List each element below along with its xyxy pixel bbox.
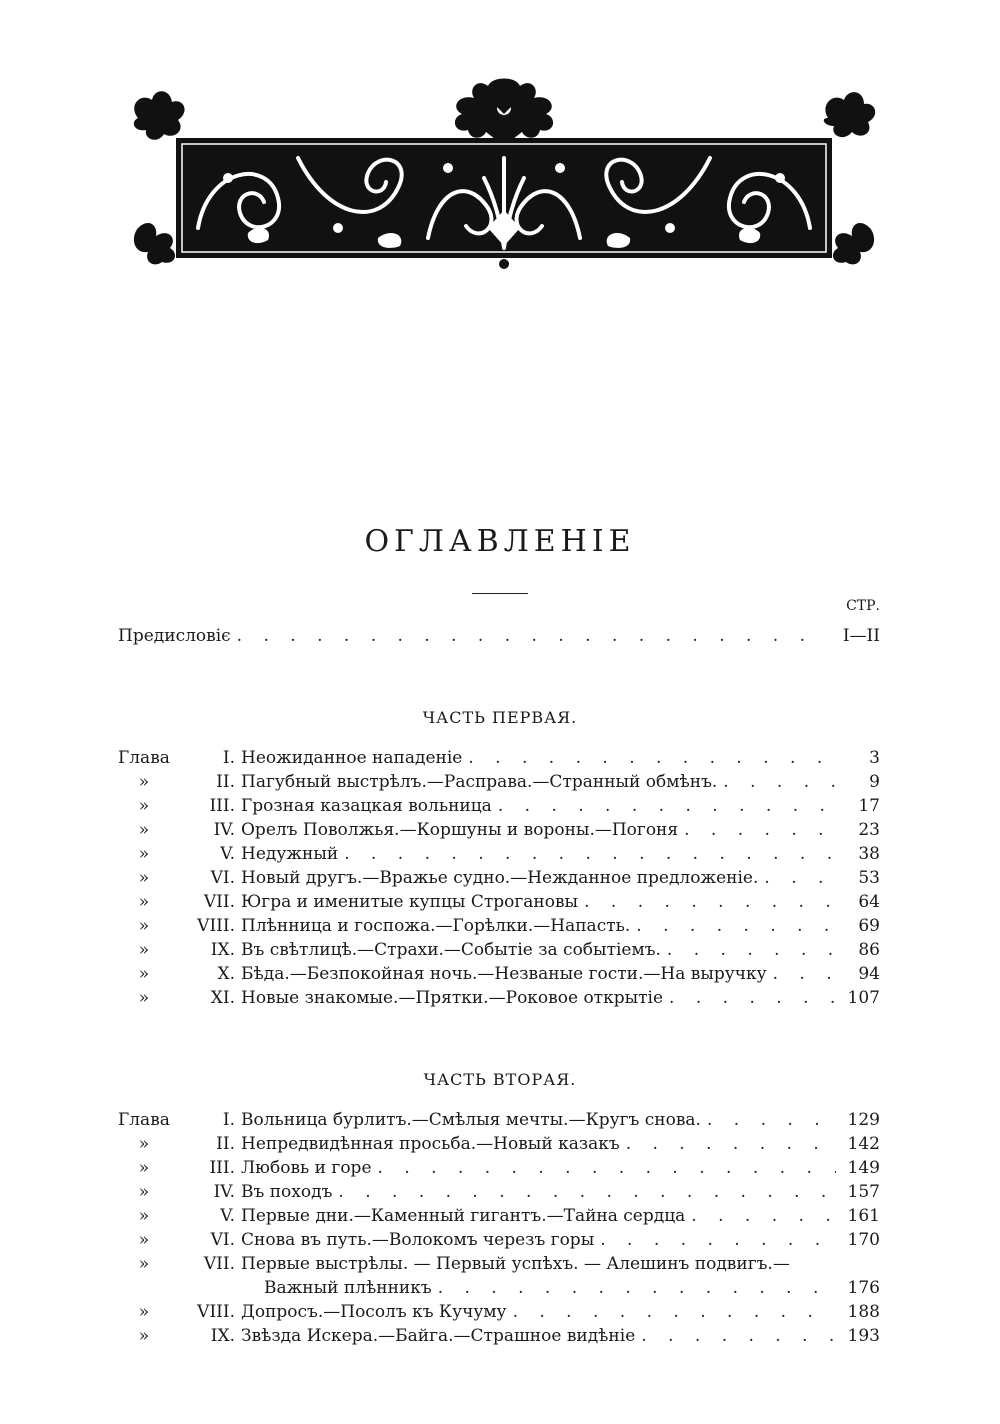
entry-title: Неожиданное нападеніе	[241, 748, 463, 768]
chapter-label: »	[138, 988, 150, 1008]
entry-page: 64	[858, 892, 880, 912]
chapter-number: XI.	[210, 988, 235, 1008]
entry-page: 149	[847, 1158, 880, 1178]
entry-title: Вольница бурлитъ.—Смѣлыя мечты.—Кругъ снова.	[241, 1110, 701, 1130]
chapter-label: »	[138, 1230, 150, 1250]
chapter-number: IX.	[210, 1326, 235, 1346]
entry-page: 107	[847, 988, 880, 1008]
chapter-number: X.	[217, 964, 235, 984]
entry-title: Бѣда.—Безпокойная ночь.—Незваные гости.—На выручку	[241, 964, 767, 984]
toc-entry-preface[interactable]	[118, 624, 880, 648]
title-divider	[472, 593, 528, 594]
entry-page: 193	[847, 1326, 880, 1346]
entry-title: Первые дни.—Каменный гигантъ.—Тайна сердца	[241, 1206, 686, 1226]
entry-page: 23	[858, 820, 880, 840]
entry-title: Орелъ Поволжья.—Коршуны и вороны.—Погоня	[241, 820, 679, 840]
chapter-label: Глава	[118, 1110, 170, 1130]
chapter-label: »	[138, 892, 150, 912]
chapter-number: III.	[209, 1158, 235, 1178]
part-title: ЧАСТЬ ВТОРАЯ.	[423, 1070, 577, 1089]
entry-page: 157	[847, 1182, 880, 1202]
chapter-label: »	[138, 916, 150, 936]
toc-entry[interactable]	[118, 914, 880, 938]
toc-entry[interactable]	[118, 1228, 880, 1252]
entry-page: 69	[858, 916, 880, 936]
dot-leader	[372, 1156, 836, 1180]
entry-page: 176	[847, 1278, 880, 1298]
entry-title: Непредвидѣнная просьба.—Новый казакъ	[241, 1134, 620, 1154]
dot-leader	[661, 938, 836, 962]
page-column-label: СТР.	[846, 598, 880, 614]
chapter-number: VI.	[210, 1230, 235, 1250]
entry-page: 3	[869, 748, 880, 768]
entry-title: Предисловіє	[118, 626, 231, 646]
chapter-label: »	[138, 1254, 150, 1274]
entry-page: 161	[847, 1206, 880, 1226]
chapter-label: Глава	[118, 748, 170, 768]
entry-title: Пагубный выстрѣлъ.—Расправа.—Странный обмѣнъ.	[241, 772, 718, 792]
toc-entry[interactable]	[118, 1300, 880, 1324]
toc-entry[interactable]	[118, 1252, 880, 1276]
chapter-number: IX.	[210, 940, 235, 960]
entry-title: Новые знакомые.—Прятки.—Роковое открытіе	[241, 988, 664, 1008]
chapter-number: IV.	[213, 1182, 235, 1202]
dot-leader	[594, 1228, 836, 1252]
chapter-number: V.	[220, 844, 235, 864]
entry-page: 53	[858, 868, 880, 888]
toc-entry[interactable]	[118, 1204, 880, 1228]
dot-leader	[578, 890, 836, 914]
chapter-label: »	[138, 1182, 150, 1202]
dot-leader	[717, 770, 836, 794]
chapter-number: III.	[209, 796, 235, 816]
toc-entry[interactable]	[118, 1132, 880, 1156]
dot-leader	[620, 1132, 836, 1156]
chapter-label: »	[138, 1134, 150, 1154]
entry-page: 38	[858, 844, 880, 864]
toc-entry[interactable]	[118, 770, 880, 794]
entry-title: Допросъ.—Посолъ къ Кучуму	[241, 1302, 507, 1322]
entry-title: Въ свѣтлицѣ.—Страхи.—Событіе за событіемъ.	[241, 940, 661, 960]
toc-entry[interactable]	[118, 890, 880, 914]
toc-entry[interactable]	[118, 842, 880, 866]
toc-entry[interactable]	[118, 1180, 880, 1204]
toc-entry[interactable]	[118, 746, 880, 770]
toc-entry-continuation[interactable]	[118, 1276, 880, 1300]
entry-title: Первые выстрѣлы. — Первый успѣхъ. — Алешинъ подвигъ.—	[241, 1254, 790, 1274]
toc-entry[interactable]	[118, 866, 880, 890]
dot-leader	[767, 962, 836, 986]
toc-entry[interactable]	[118, 986, 880, 1010]
dot-leader	[462, 746, 836, 770]
entry-title: Звѣзда Искера.—Байга.—Страшное видѣніе	[241, 1326, 636, 1346]
chapter-number: I.	[222, 1110, 235, 1130]
chapter-number: VII.	[203, 892, 235, 912]
floral-headpiece-ornament	[128, 78, 880, 270]
chapter-label: »	[138, 868, 150, 888]
chapter-number: VIII.	[197, 1302, 235, 1322]
entry-title: Плѣнница и госпожа.—Горѣлки.—Напасть.	[241, 916, 631, 936]
toc-entry[interactable]	[118, 962, 880, 986]
dot-leader	[432, 1276, 836, 1300]
chapter-label: »	[138, 1326, 150, 1346]
entry-title: Грозная казацкая вольница	[241, 796, 492, 816]
toc-entry[interactable]	[118, 1108, 880, 1132]
dot-leader	[338, 842, 836, 866]
entry-title: Любовь и горе	[241, 1158, 372, 1178]
chapter-label: »	[138, 844, 150, 864]
chapter-label: »	[138, 1302, 150, 1322]
entry-page: 94	[858, 964, 880, 984]
chapter-label: »	[138, 1206, 150, 1226]
entry-page: 86	[858, 940, 880, 960]
chapter-label: »	[138, 964, 150, 984]
toc-entry[interactable]	[118, 1324, 880, 1348]
dot-leader	[701, 1108, 836, 1132]
chapter-number: V.	[220, 1206, 235, 1226]
chapter-number: VIII.	[197, 916, 235, 936]
dot-leader	[492, 794, 836, 818]
chapter-label: »	[138, 796, 150, 816]
entry-page: 9	[869, 772, 880, 792]
chapter-number: VII.	[203, 1254, 235, 1274]
entry-page: I—II	[842, 626, 880, 646]
dot-leader	[685, 1204, 836, 1228]
chapter-number: IV.	[213, 820, 235, 840]
chapter-number: II.	[216, 772, 235, 792]
toc-entry[interactable]	[118, 1156, 880, 1180]
chapter-label: »	[138, 1158, 150, 1178]
chapter-number: I.	[222, 748, 235, 768]
dot-leader	[758, 866, 836, 890]
entry-page: 17	[858, 796, 880, 816]
toc-entry[interactable]	[118, 794, 880, 818]
entry-page: 170	[847, 1230, 880, 1250]
entry-page: 129	[847, 1110, 880, 1130]
entry-title: Новый другъ.—Вражье судно.—Нежданное предложеніе.	[241, 868, 759, 888]
toc-entry[interactable]	[118, 818, 880, 842]
part-title: ЧАСТЬ ПЕРВАЯ.	[422, 708, 578, 727]
entry-page: 188	[847, 1302, 880, 1322]
dot-leader	[678, 818, 836, 842]
entry-title: Недужный	[241, 844, 339, 864]
chapter-number: II.	[216, 1134, 235, 1154]
entry-page: 142	[847, 1134, 880, 1154]
dot-leader	[635, 1324, 836, 1348]
chapter-label: »	[138, 772, 150, 792]
dot-leader	[663, 986, 836, 1010]
entry-title-continuation: Важный плѣнникъ	[264, 1278, 432, 1298]
entry-title: Снова въ путь.—Волокомъ черезъ горы	[241, 1230, 595, 1250]
toc-entry[interactable]	[118, 938, 880, 962]
chapter-label: »	[138, 820, 150, 840]
dot-leader	[231, 624, 820, 648]
chapter-label: »	[138, 940, 150, 960]
page-title: ОГЛАВЛЕНІЕ	[364, 524, 636, 559]
entry-title: Югра и именитые купцы Строгановы	[241, 892, 579, 912]
chapter-number: VI.	[210, 868, 235, 888]
entry-title: Въ походъ	[241, 1182, 333, 1202]
dot-leader	[507, 1300, 836, 1324]
dot-leader	[332, 1180, 836, 1204]
dot-leader	[630, 914, 836, 938]
